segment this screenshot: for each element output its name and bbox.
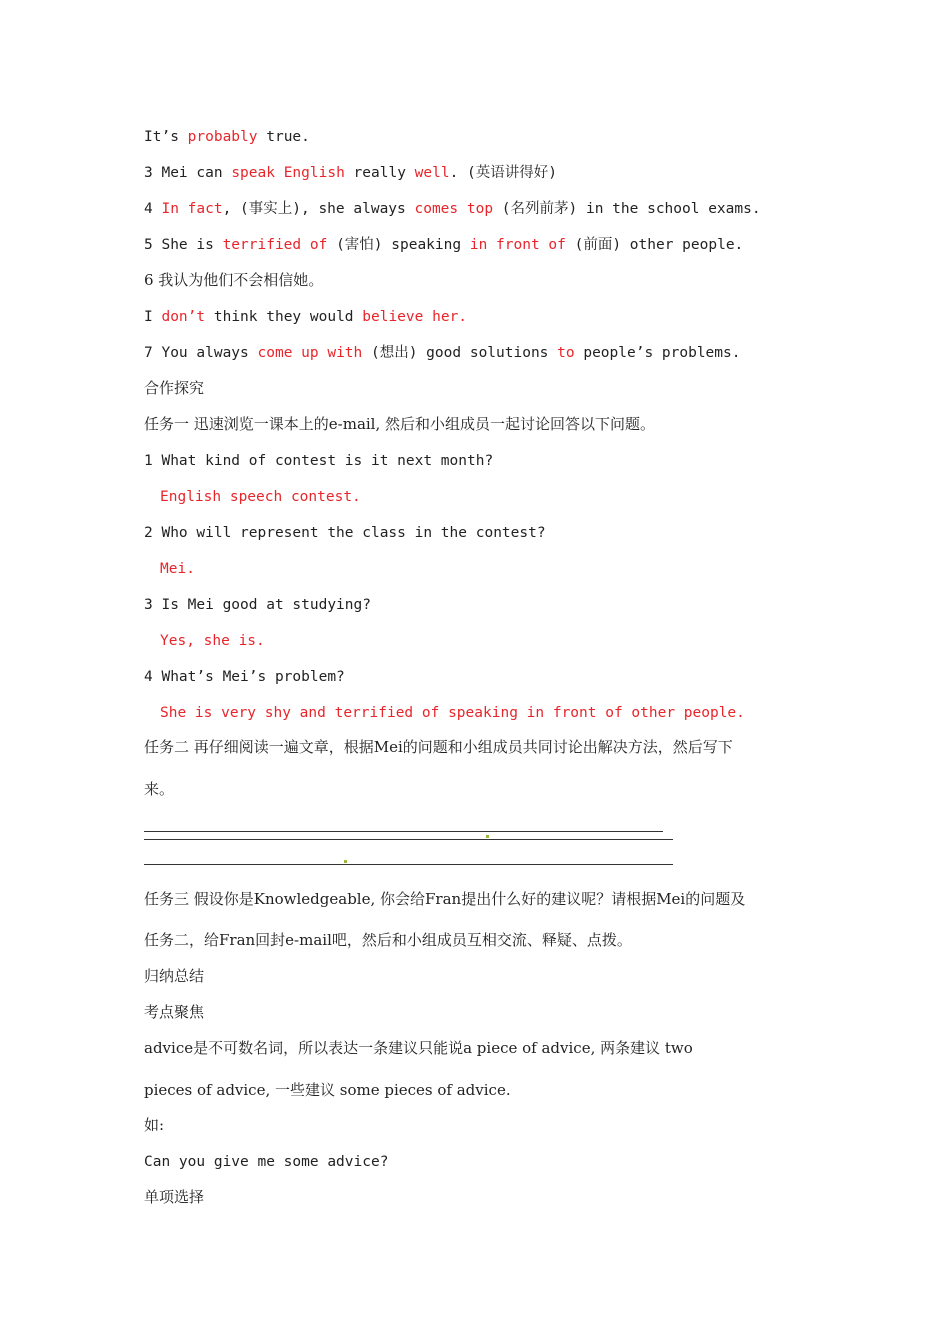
task-2-cont: 来。 xyxy=(144,780,175,798)
mark-dot xyxy=(486,835,489,838)
question-4: 4 What’s Mei’s problem? xyxy=(144,669,345,685)
item-3 xyxy=(144,163,557,183)
section-heading-focus: 考点聚焦 xyxy=(144,1003,205,1021)
task-1: 任务一 迅速浏览一课本上的e-mail, 然后和小组成员一起讨论回答以下问题。 xyxy=(144,415,656,433)
key-phrase: believe her. xyxy=(362,309,468,325)
section-heading-summary: 归纳总结 xyxy=(144,967,205,985)
text: , (事实上), she always xyxy=(222,201,415,217)
key-phrase: don’t xyxy=(161,309,206,325)
mark-dot xyxy=(344,860,347,863)
text: people’s problems. xyxy=(574,345,741,361)
question-1: 1 What kind of contest is it next month? xyxy=(144,453,494,469)
key-phrase: speak English xyxy=(231,165,345,181)
item-7 xyxy=(144,343,740,363)
answer-4: She is very shy and terrified of speaking in front of other people. xyxy=(160,705,745,721)
example-sentence: Can you give me some advice? xyxy=(144,1154,389,1170)
text: (想出) good solutions xyxy=(362,345,558,361)
text: 3 Mei can xyxy=(144,165,232,181)
text: 4 xyxy=(144,201,162,217)
key-phrase: come up with xyxy=(257,345,363,361)
example-label: 如: xyxy=(144,1116,165,1134)
task-3-cont: 任务二，给Fran回封e-mail吧，然后和小组成员互相交流、释疑、点拨。 xyxy=(144,931,632,949)
text: I xyxy=(144,309,162,325)
task-2: 任务二 再仔细阅读一遍文章，根据Mei的问题和小组成员共同讨论出解决方法，然后写下 xyxy=(144,738,733,756)
key-phrase: probably xyxy=(187,129,258,145)
text: think they would xyxy=(205,309,363,325)
question-2: 2 Who will represent the class in the contest? xyxy=(144,525,546,541)
text: really xyxy=(344,165,415,181)
text: (名列前茅) in the school exams. xyxy=(493,201,761,217)
item-6: 6 我认为他们不会相信她。 xyxy=(144,271,324,289)
text: (害怕) speaking xyxy=(327,237,470,253)
answer-1: English speech contest. xyxy=(160,489,361,505)
question-3: 3 Is Mei good at studying? xyxy=(144,597,371,613)
text: 7 You always xyxy=(144,345,258,361)
key-phrase: in front of xyxy=(469,237,566,253)
note-advice: advice是不可数名词，所以表达一条建议只能说a piece of advice, 两条建议 two xyxy=(144,1039,693,1057)
item-4 xyxy=(144,199,761,219)
text: 5 She is xyxy=(144,237,223,253)
text: true. xyxy=(257,129,310,145)
text: . (英语讲得好) xyxy=(449,165,557,181)
text: (前面) other people. xyxy=(565,237,744,253)
key-phrase: terrified of xyxy=(222,237,328,253)
section-heading-choice: 单项选择 xyxy=(144,1188,205,1206)
key-phrase: to xyxy=(557,345,575,361)
text: It’s xyxy=(144,129,188,145)
note-advice-cont: pieces of advice, 一些建议 some pieces of advice. xyxy=(144,1081,511,1099)
key-phrase: well xyxy=(414,165,450,181)
item-6-answer xyxy=(144,307,467,327)
key-phrase: comes top xyxy=(414,201,494,217)
line-probably-true xyxy=(144,127,310,147)
answer-line xyxy=(144,864,673,865)
answer-line xyxy=(144,839,673,840)
answer-line xyxy=(144,831,663,832)
section-heading-cooperate: 合作探究 xyxy=(144,379,205,397)
key-phrase: In fact xyxy=(161,201,223,217)
item-5 xyxy=(144,235,743,255)
answer-2: Mei. xyxy=(160,561,195,577)
task-3: 任务三 假设你是Knowledgeable, 你会给Fran提出什么好的建议呢？请根据Mei的问题及 xyxy=(144,890,746,908)
answer-3: Yes, she is. xyxy=(160,633,265,649)
